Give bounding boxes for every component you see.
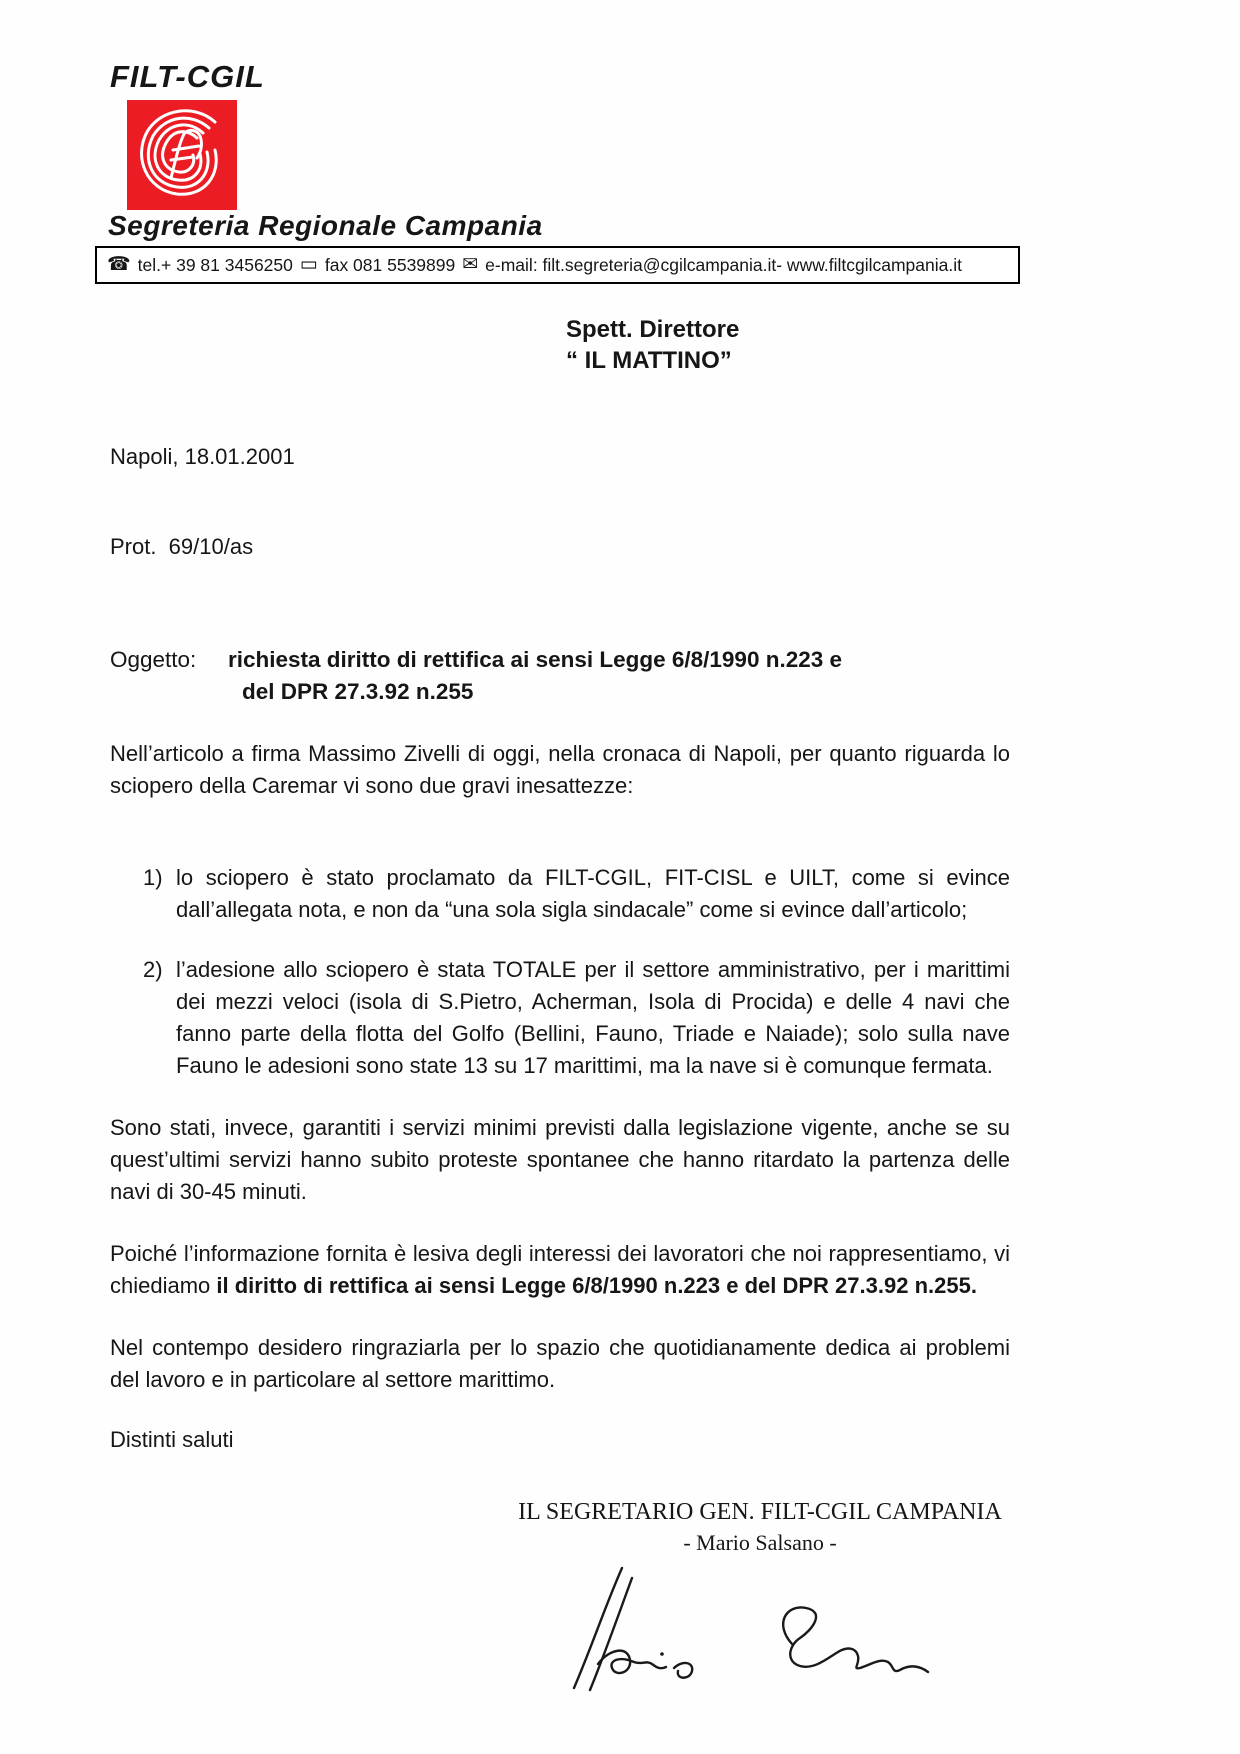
list-number-2: 2) [143, 957, 163, 982]
email-and-website: e-mail: filt.segreteria@cgilcampania.it- www.filtcgilcampania.it [485, 255, 962, 275]
fax-number: fax 081 5539899 [324, 255, 456, 275]
subject-line1: richiesta diritto di rettifica ai sensi Legge 6/8/1990 n.223 e [228, 647, 843, 672]
org-name: FILT-CGIL [110, 59, 265, 94]
recipient-line1: Spett. Direttore [566, 316, 740, 343]
phone-number: tel.+ 39 81 3456250 [137, 255, 293, 275]
list-number-1: 1) [143, 865, 163, 890]
paragraph-request-bold: il diritto di rettifica ai sensi Legge 6/8/1990 n.223 e del DPR 27.3.92 n.255. [216, 1273, 977, 1298]
paragraph-intro: Nell’articolo a firma Massimo Zivelli di oggi, nella cronaca di Napoli, per quanto riguarda lo sciopero della Caremar vi sono due gravi inesattezze: [110, 741, 1010, 798]
closing-salutation: Distinti saluti [110, 1427, 234, 1452]
list-item-2 [143, 954, 1010, 1082]
list-text-2: l’adesione allo sciopero è stata TOTALE per il settore amministrativo, per i marittimi dei mezzi veloci (isola di S.Pietro, Acherman, Isola di Procida) e delle 4 navi che fanno parte della flotta del Golfo (Bellini, Fauno, Triade e Naiade); solo sulla nave Fauno le adesioni sono state 13 su 17 marittimi, ma la nave si è comunque fermata. [176, 957, 1010, 1078]
envelope-icon: ✉ [462, 254, 479, 275]
paragraph-request [110, 1238, 1010, 1302]
list-item-1 [143, 862, 1010, 926]
paragraph-services: Sono stati, invece, garantiti i servizi minimi previsti dalla legislazione vigente, anche se su quest’ultimi servizi hanno subito proteste spontanee che hanno ritardato la partenza delle navi di 30-45 minuti. [110, 1115, 1010, 1204]
filt-cgil-logo-icon [127, 100, 237, 210]
contact-bar [95, 246, 1020, 284]
list-text-1: lo sciopero è stato proclamato da FILT-CGIL, FIT-CISL e UILT, come si evince dall’allegata nota, e non da “una sola sigla sindacale” come si evince dall’articolo; [176, 865, 1010, 922]
subject-label: Oggetto: [110, 647, 197, 672]
meta-block [110, 382, 1240, 622]
fax-icon: ▭ [299, 254, 318, 275]
signer-title: IL SEGRETARIO GEN. FILT-CGIL CAMPANIA [518, 1499, 1002, 1525]
subject-block [110, 644, 1010, 708]
org-subtitle: Segreteria Regionale Campania [108, 210, 543, 241]
paragraph-request-regular: Poiché l’informazione fornita è lesiva degli interessi dei lavoratori che noi rappresentiamo, vi chiediamo [110, 1241, 1010, 1298]
subject-text [228, 644, 842, 708]
signature-block [500, 1496, 1020, 1558]
place-date: Napoli, 18.01.2001 [110, 444, 295, 469]
protocol-number: Prot. 69/10/as [110, 534, 254, 559]
recipient-line2: “ IL MATTINO” [566, 347, 732, 374]
signer-name: - Mario Salsano - [683, 1530, 837, 1555]
telephone-icon: ☎ [107, 254, 131, 275]
handwritten-signature [540, 1562, 940, 1697]
recipient-block [566, 314, 1240, 376]
paragraph-thanks: Nel contempo desidero ringraziarla per lo spazio che quotidianamente dedica ai problemi del lavoro e in particolare al settore marittimo. [110, 1335, 1010, 1392]
subject-line2: del DPR 27.3.92 n.255 [242, 679, 474, 704]
